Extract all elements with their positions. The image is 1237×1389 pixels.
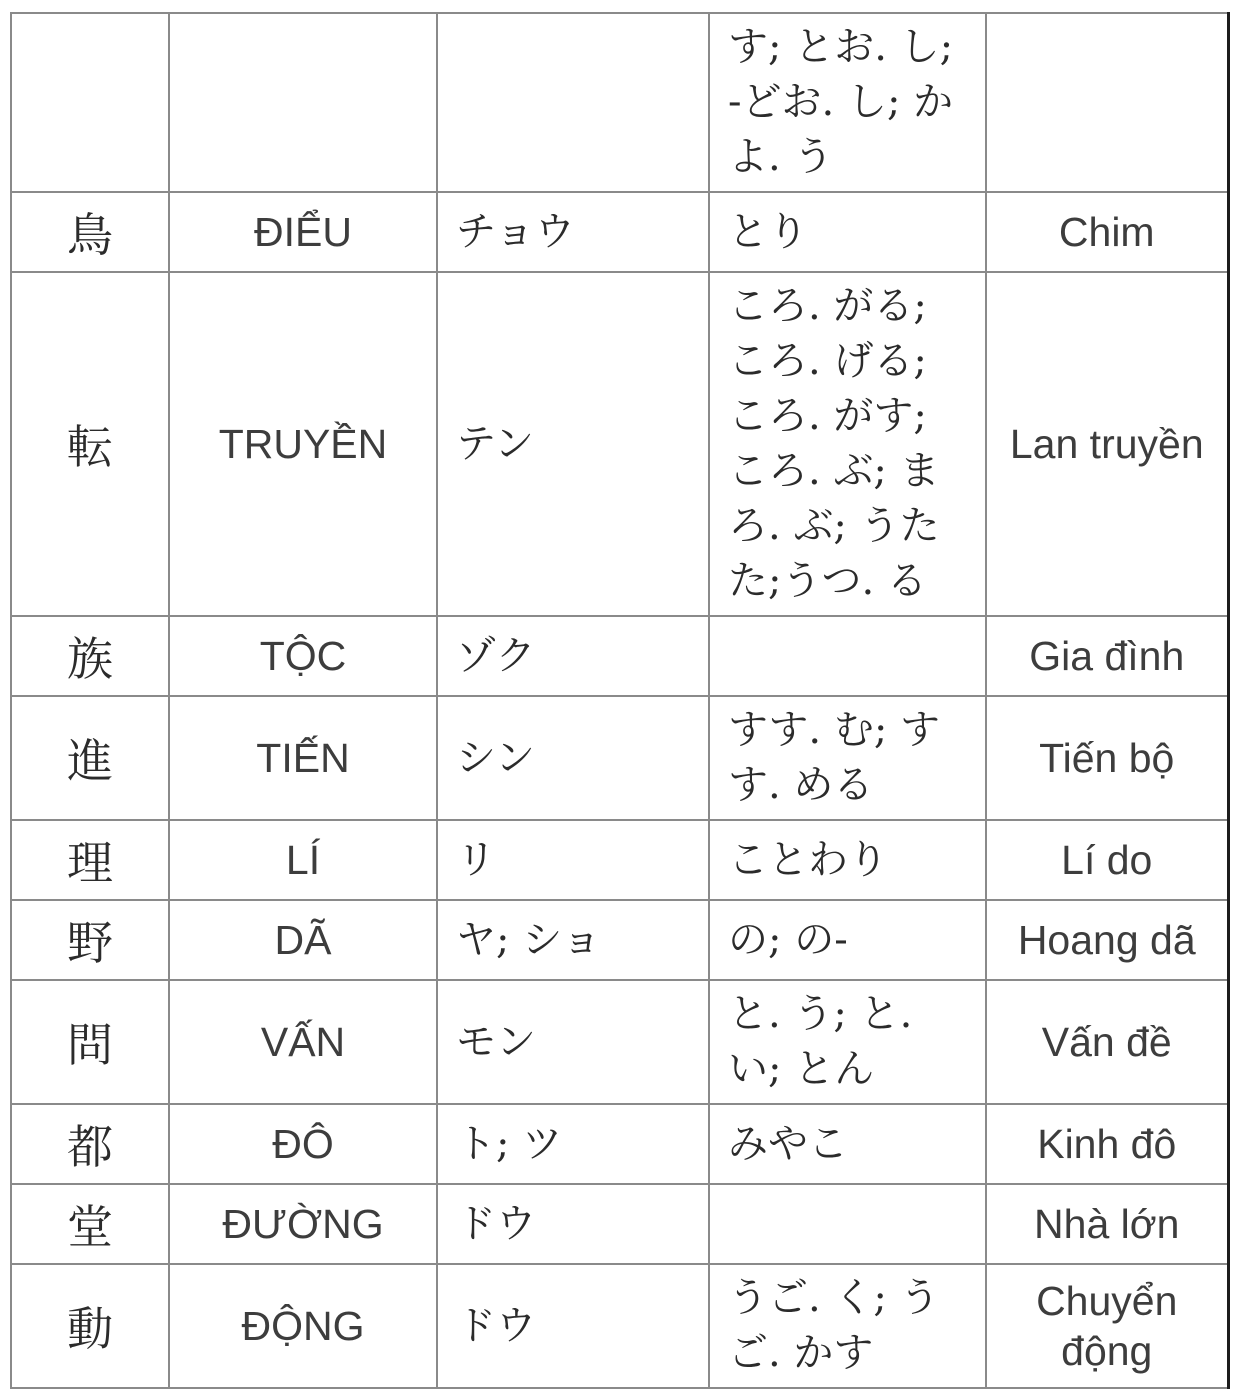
onyomi-cell: チョウ — [437, 192, 709, 272]
kunyomi-cell: うご. く; う ご. かす — [709, 1264, 986, 1388]
table-row — [11, 820, 1228, 900]
onyomi-cell: テン — [437, 272, 709, 616]
meaning-cell: Nhà lớn — [986, 1184, 1228, 1264]
kanji-vocabulary-table — [10, 12, 1230, 1389]
kanji-cell: 族 — [11, 616, 169, 696]
meaning-cell: Vấn đề — [986, 980, 1228, 1104]
kanji-cell: 動 — [11, 1264, 169, 1388]
onyomi-cell: ヤ; ショ — [437, 900, 709, 980]
kunyomi-cell: みやこ — [709, 1104, 986, 1184]
kanji-cell: 進 — [11, 696, 169, 820]
meaning-cell: Tiến bộ — [986, 696, 1228, 820]
kunyomi-cell: の; の- — [709, 900, 986, 980]
onyomi-cell: ドウ — [437, 1264, 709, 1388]
meaning-cell: Gia đình — [986, 616, 1228, 696]
han-viet-cell: TRUYỀN — [169, 272, 437, 616]
kanji-cell: 都 — [11, 1104, 169, 1184]
onyomi-cell: ゾク — [437, 616, 709, 696]
han-viet-cell: LÍ — [169, 820, 437, 900]
han-viet-cell: ĐỘNG — [169, 1264, 437, 1388]
onyomi-cell: モン — [437, 980, 709, 1104]
kunyomi-cell: ことわり — [709, 820, 986, 900]
kunyomi-cell: と. う; と. い; とん — [709, 980, 986, 1104]
kanji-cell: 転 — [11, 272, 169, 616]
onyomi-cell: ト; ツ — [437, 1104, 709, 1184]
table-row — [11, 13, 1228, 192]
han-viet-cell: TỘC — [169, 616, 437, 696]
table-row — [11, 900, 1228, 980]
han-viet-cell — [169, 13, 437, 192]
kunyomi-cell: すす. む; す す. める — [709, 696, 986, 820]
kunyomi-cell: す; とお. し; -どお. し; か よ. う — [709, 13, 986, 192]
kunyomi-cell — [709, 616, 986, 696]
table-row — [11, 192, 1228, 272]
meaning-cell — [986, 13, 1228, 192]
kanji-cell: 問 — [11, 980, 169, 1104]
kanji-cell — [11, 13, 169, 192]
table-row — [11, 272, 1228, 616]
table-row — [11, 696, 1228, 820]
table-row — [11, 980, 1228, 1104]
meaning-cell: Chim — [986, 192, 1228, 272]
kanji-cell: 理 — [11, 820, 169, 900]
meaning-cell: Lí do — [986, 820, 1228, 900]
meaning-cell: Chuyển động — [986, 1264, 1228, 1388]
han-viet-cell: DÃ — [169, 900, 437, 980]
kunyomi-cell: とり — [709, 192, 986, 272]
kanji-cell: 堂 — [11, 1184, 169, 1264]
han-viet-cell: ĐIỂU — [169, 192, 437, 272]
kanji-table-body — [11, 13, 1228, 1388]
meaning-cell: Hoang dã — [986, 900, 1228, 980]
table-row — [11, 616, 1228, 696]
han-viet-cell: ĐÔ — [169, 1104, 437, 1184]
table-row — [11, 1184, 1228, 1264]
han-viet-cell: ĐƯỜNG — [169, 1184, 437, 1264]
han-viet-cell: VẤN — [169, 980, 437, 1104]
table-row — [11, 1104, 1228, 1184]
kunyomi-cell: ころ. がる; ころ. げる; ころ. がす; ころ. ぶ; ま ろ. ぶ; うた た;うつ. る — [709, 272, 986, 616]
onyomi-cell: リ — [437, 820, 709, 900]
meaning-cell: Kinh đô — [986, 1104, 1228, 1184]
onyomi-cell: シン — [437, 696, 709, 820]
onyomi-cell: ドウ — [437, 1184, 709, 1264]
kunyomi-cell — [709, 1184, 986, 1264]
kanji-cell: 鳥 — [11, 192, 169, 272]
onyomi-cell — [437, 13, 709, 192]
han-viet-cell: TIẾN — [169, 696, 437, 820]
kanji-cell: 野 — [11, 900, 169, 980]
table-row — [11, 1264, 1228, 1388]
meaning-cell: Lan truyền — [986, 272, 1228, 616]
